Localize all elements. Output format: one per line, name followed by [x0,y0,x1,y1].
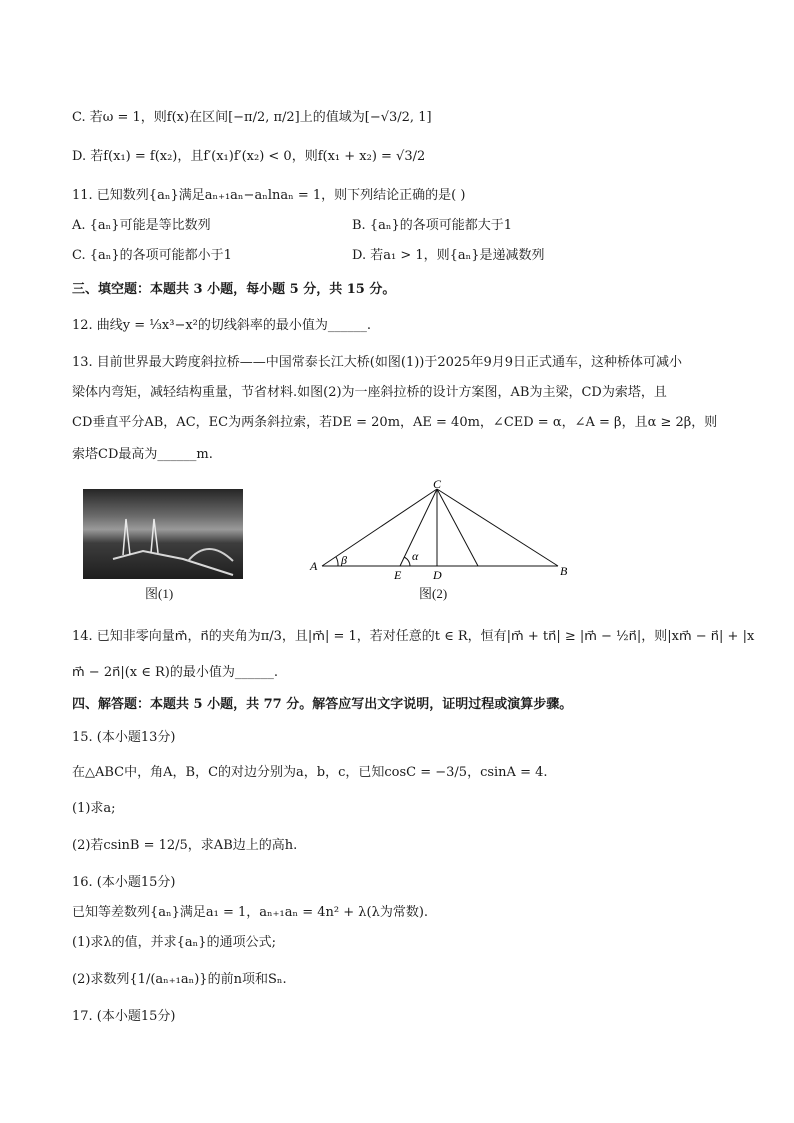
option-d-q10: D. 若f(x₁) = f(x₂)，且f′(x₁)f′(x₂) < 0，则f(x₁ + x₂) = √3/2 [72,149,426,164]
question-13-line3: CD垂直平分AB，AC，EC为两条斜拉索，若DE = 20m，AE = 40m，∠CED = α，∠A = β，且α ≥ 2β，则 [72,415,718,430]
label-alpha: α [412,549,419,563]
label-d: D [433,568,442,582]
question-15-part2: (2)若csinB = 12/5，求AB边上的高h. [72,838,298,853]
bridge-photo [83,489,243,579]
question-16-heading: 16. (本小题15分) [72,875,176,890]
question-15-part1: (1)求a; [72,801,116,816]
option-c-q11: C. {aₙ}的各项可能都小于1 [72,248,232,263]
label-a: A [310,559,318,573]
bridge-diagram [300,478,580,588]
question-14-line1: 14. 已知非零向量m⃗，n⃗的夹角为π/3，且|m⃗| = 1，若对任意的t ∈ R，恒有|m⃗ + tn⃗| ≥ |m⃗ − ½n⃗|，则|xm⃗ − n⃗| + |x [72,629,755,644]
question-16-part2: (2)求数列{1/(aₙ₊₁aₙ)}的前n项和Sₙ. [72,972,287,987]
option-c-q10: C. 若ω = 1，则f(x)在区间[−π/2, π/2]上的值域为[−√3/2, 1] [72,110,432,125]
section-4-heading: 四、解答题：本题共 5 小题，共 77 分。解答应写出文字说明，证明过程或演算步骤。 [72,697,573,712]
question-15-heading: 15. (本小题13分) [72,730,176,745]
label-e: E [394,568,402,582]
question-11: 11. 已知数列{aₙ}满足aₙ₊₁aₙ−aₙlnaₙ = 1，则下列结论正确的是( ) [72,188,466,203]
question-12: 12. 曲线y = ⅓x³−x²的切线斜率的最小值为______. [72,318,372,333]
question-17-heading: 17. (本小题15分) [72,1009,176,1024]
label-b: B [560,564,568,578]
question-13-line2: 梁体内弯矩，减轻结构重量，节省材料.如图(2)为一座斜拉桥的设计方案图，AB为主梁，CD为索塔，且 [72,385,667,400]
option-d-q11: D. 若a₁ > 1，则{aₙ}是递减数列 [352,248,545,263]
option-b-q11: B. {aₙ}的各项可能都大于1 [352,218,513,233]
question-16-part1: (1)求λ的值，并求{aₙ}的通项公式; [72,935,276,950]
label-beta: β [341,553,347,567]
section-3-heading: 三、填空题：本题共 3 小题，每小题 5 分，共 15 分。 [72,282,396,297]
option-a-q11: A. {aₙ}可能是等比数列 [72,218,211,233]
figure-2-caption: 图(2) [419,586,448,601]
question-16-body: 已知等差数列{aₙ}满足a₁ = 1，aₙ₊₁aₙ = 4n² + λ(λ为常数). [72,905,429,920]
label-c: C [433,478,442,491]
question-13-line1: 13. 目前世界最大跨度斜拉桥——中国常泰长江大桥(如图(1))于2025年9月9日正式通车，这种桥体可减小 [72,355,682,370]
figure-1-caption: 图(1) [145,586,174,601]
question-15-body: 在△ABC中，角A，B，C的对边分别为a，b，c，已知cosC = −3/5，csinA = 4. [72,765,548,780]
question-14-line2: m⃗ − 2n⃗|(x ∈ R)的最小值为______. [72,665,278,680]
question-13-line4: 索塔CD最高为______m. [72,447,213,462]
